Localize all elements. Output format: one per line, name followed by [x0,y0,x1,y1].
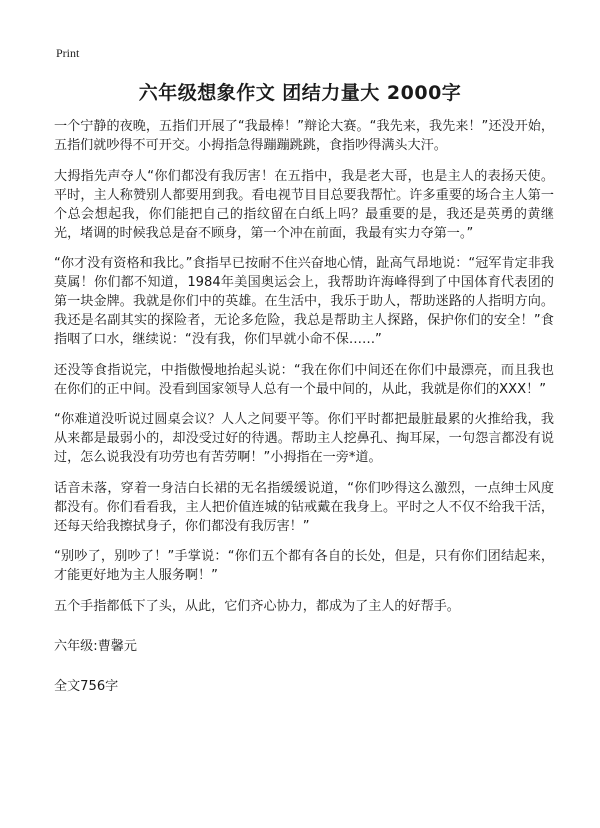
author-line: 六年级:曹馨元 [54,638,137,654]
paragraph-4: 还没等食指说完，中指傲慢地抬起头说：“我在你们中间还在你们中最漂亮，而且我也在你们的正中间。没看到国家领导人总有一个最中间的，从此，我就是你们的XXX！” [54,362,554,397]
paragraph-5: “你难道没听说过圆桌会议？人人之间要平等。你们平时都把最脏最累的火推给我，我从来都是最弱小的，却没受过好的待遇。帮助主人挖鼻孔、掏耳屎，一句怨言都没有说过，怎么说我没有功劳也有苦劳啊！”小拇指在一旁*道。 [54,412,554,465]
paragraph-7: “别吵了，别吵了！”手掌说：“你们五个都有各自的长处，但是，只有你们团结起来，才能更好地为主人服务啊！” [54,549,554,583]
paragraph-3: “你才没有资格和我比。”食指早已按耐不住兴奋地心情，趾高气昂地说：“冠军肯定非我莫属！你们都不知道，1984年美国奥运会上，我帮助许海峰得到了中国体育代表团的第一块金牌。我就是你们中的英雄。在生活中，我乐于助人，帮助迷路的人指明方向。我还是名副其实的探险者，无论多危险，我总是帮助主人探路，保护你们的安全！”食指咽了口水，继续说：“没有我，你们早就小命不保……” [54,256,554,347]
paragraph-2: 大拇指先声夺人“你们都没有我厉害！在五指中，我是老大哥，也是主人的表扬天使。平时，主人称赞别人都要用到我。看电视节目目总要我帮忙。许多重要的场合主人第一个总会想起我，你们能把自己的指纹留在白纸上吗？最重要的是，我还是英勇的黄继光，堵调的时候我总是奋不顾身，第一个冲在前面，我最有实力夺第一。” [54,168,554,241]
word-count: 全文756字 [54,678,119,694]
article-body [54,117,554,707]
paragraph-1: 一个宁静的夜晚，五指们开展了“我最棒！”辩论大赛。“我先来，我先来！”还没开始，五指们就吵得不可开交。小拇指急得蹦蹦跳跳，食指吵得满头大汗。 [54,119,554,153]
paragraph-8: 五个手指都低下了头，从此，它们齐心协力，都成为了主人的好帮手。 [54,598,460,614]
article-title: 六年级想象作文 团结力量大 2000字 [138,82,462,104]
paragraph-6: 话音未落，穿着一身洁白长裙的无名指缓缓说道，“你们吵得这么激烈，一点绅士风度都没有。你们看看我，主人把价值连城的钻戒戴在我身上。平时之人不仅不给我干活，还每天给我擦拭身子，你们都没有我厉害！” [54,480,554,534]
print-link[interactable]: Print [56,46,80,60]
